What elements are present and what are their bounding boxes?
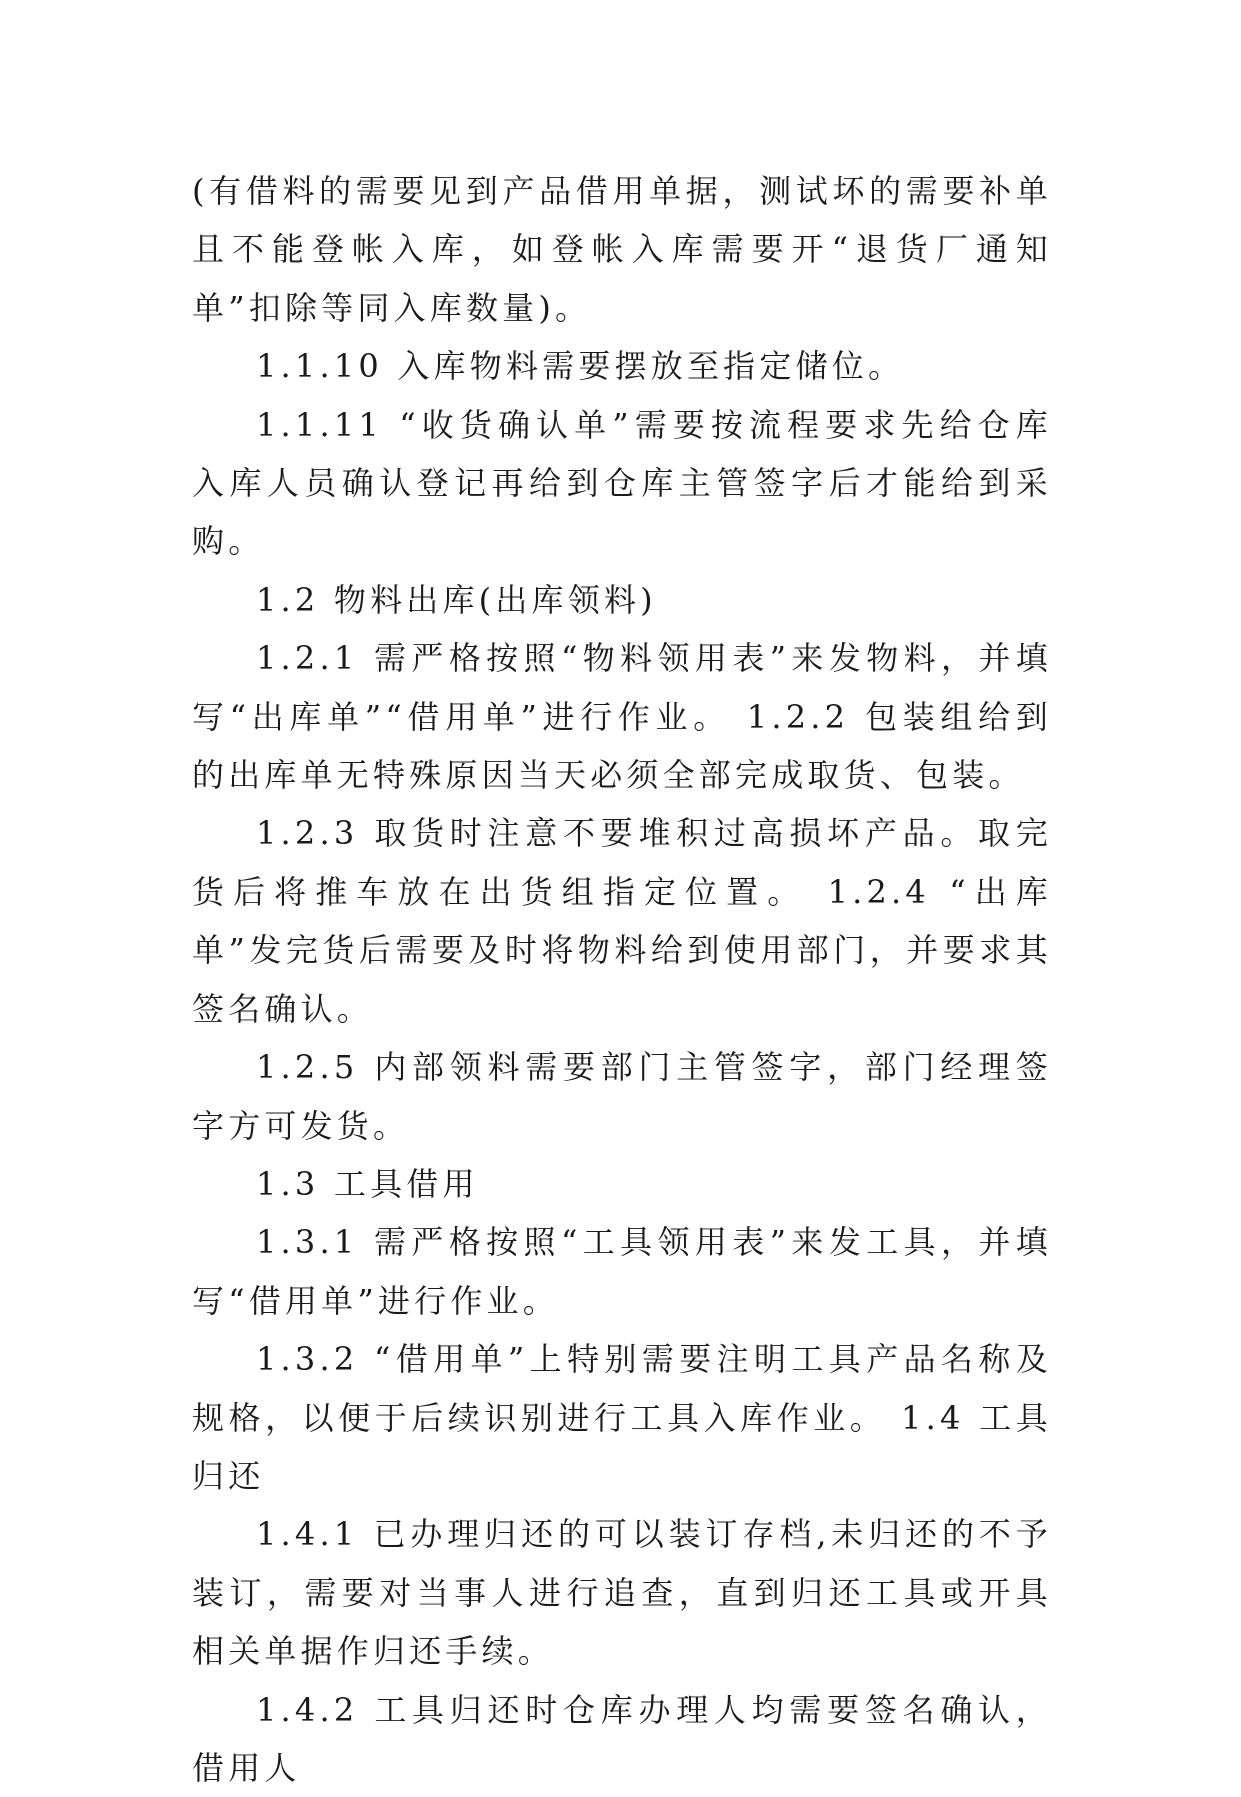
paragraph-6: 1.2.3 取货时注意不要堆积过高损坏产品。取完货后将推车放在出货组指定位置。 1.2.4 “出库单”发完货后需要及时将物料给到使用部门，并要求其签名确认。 bbox=[192, 814, 1052, 1028]
paragraph-12: 1.4.2 工具归还时仓库办理人均需要签名确认，借用人 bbox=[192, 1690, 1052, 1787]
paragraph-8: 1.3 工具借用 bbox=[256, 1164, 479, 1203]
paragraph-2: 1.1.10 入库物料需要摆放至指定储位。 bbox=[256, 347, 905, 386]
paragraph-5: 1.2.1 需严格按照“物料领用表”来发物料，并填写“出库单”“借用单”进行作业。 1.2.2 包装组给到的出库单无特殊原因当天必须全部完成取货、包装。 bbox=[192, 639, 1052, 795]
paragraph-10: 1.3.2 “借用单”上特别需要注明工具产品名称及规格，以便于后续识别进行工具入库作业。 1.4 工具归还 bbox=[192, 1340, 1052, 1495]
paragraph-7: 1.2.5 内部领料需要部门主管签字，部门经理签字方可发货。 bbox=[192, 1048, 1052, 1145]
paragraph-11: 1.4.1 已办理归还的可以装订存档,未归还的不予装订，需要对当事人进行追查，直到归还工具或开具相关单据作归还手续。 bbox=[192, 1515, 1052, 1671]
paragraph-4: 1.2 物料出库(出库领料) bbox=[256, 580, 657, 619]
paragraph-1: (有借料的需要见到产品借用单据，测试坏的需要补单且不能登帐入库，如登帐入库需要开“退货厂通知单”扣除等同入库数量)。 bbox=[192, 172, 1052, 327]
document-body bbox=[192, 162, 1052, 1797]
paragraph-3: 1.1.11 “收货确认单”需要按流程要求先给仓库入库人员确认登记再给到仓库主管签字后才能给到采购。 bbox=[192, 405, 1052, 561]
paragraph-9: 1.3.1 需严格按照“工具领用表”来发工具，并填写“借用单”进行作业。 bbox=[192, 1223, 1052, 1320]
